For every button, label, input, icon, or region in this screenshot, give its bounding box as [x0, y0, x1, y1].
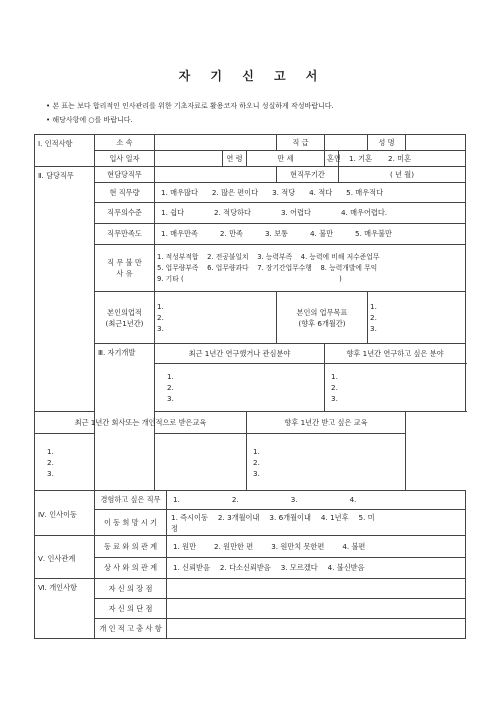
satisfaction-option[interactable]: 2. 만족 [219, 229, 243, 238]
research-recent-field[interactable] [155, 364, 325, 412]
married-option[interactable]: 1. 기혼 [349, 153, 373, 163]
list-number: 2. [370, 313, 377, 322]
duty-period-label: 현직무기간 [277, 167, 339, 183]
dissatisfaction-label-line: 직 무 불 만 [107, 258, 142, 267]
instruction-note: • 해당사항에 ○를 바랍니다. [46, 116, 133, 124]
education-future-header: 향후 1년간 받고 싶은 교육 [247, 412, 406, 434]
duty-period-field[interactable]: ( 년 월) [339, 167, 466, 183]
goal-label [277, 292, 368, 344]
research-future-header: 향후 1년간 연구하고 싶은 분야 [325, 344, 466, 364]
duty-level-options[interactable] [155, 203, 466, 224]
single-option[interactable]: 2. 미혼 [388, 153, 412, 163]
strength-field[interactable] [167, 579, 466, 599]
marriage-label: 혼인 [325, 151, 339, 167]
education-recent-header: 최근 1년간 회사또는 개인적으로 받은교육 [35, 412, 247, 434]
affiliation-label: 소 속 [95, 135, 155, 151]
peer-relation-label: 동 료 와 의 관 계 [95, 536, 167, 558]
grievance-field[interactable] [167, 619, 466, 639]
list-number: 2. [331, 383, 338, 392]
section-transfer: Ⅳ. 인사이동 [35, 491, 95, 536]
boss-relation-option[interactable]: 4. 불신받음 [327, 563, 365, 572]
boss-relation-option[interactable]: 2. 다소신뢰받음 [219, 563, 271, 572]
dissatisfaction-option-line[interactable]: 1. 적성부적합 2. 전공불일치 3. 능력부족 4. 능력에 비해 저수준업무 [157, 252, 380, 261]
name-field[interactable] [406, 135, 466, 151]
transfer-timing-option[interactable]: 1. 즉시이동 [171, 512, 208, 522]
peer-relation-option[interactable]: 4. 불편 [342, 541, 366, 551]
weakness-label: 자 신 의 단 점 [95, 599, 167, 619]
education-recent-field[interactable] [35, 434, 247, 491]
duty-level-option[interactable]: 4. 매우어렵다. [340, 208, 388, 217]
list-number: 1. [253, 446, 260, 456]
age-field[interactable]: 만 세 [247, 151, 325, 167]
workload-option[interactable]: 5. 매우적다 [346, 187, 384, 197]
list-number: 2. [47, 457, 54, 467]
self-report-form [34, 134, 466, 639]
workload-option[interactable]: 1. 매우많다 [161, 187, 198, 197]
section-personal-matters: Ⅵ. 개인사항 [35, 579, 95, 639]
satisfaction-option[interactable]: 5. 매우불만 [355, 229, 392, 238]
research-future-field[interactable] [325, 364, 466, 412]
duty-level-label: 직무의수준 [95, 203, 155, 224]
list-number: 2. [167, 383, 174, 392]
satisfaction-option[interactable]: 1. 매우만족 [161, 229, 198, 238]
transfer-timing-option[interactable]: 3. 6개월이내 [269, 512, 311, 522]
goal-field[interactable] [368, 292, 466, 344]
workload-options[interactable] [155, 183, 466, 203]
list-number: 3. [370, 324, 377, 333]
list-number: 2. [231, 495, 239, 504]
goal-label-line: 본인의 업무목표 [296, 307, 348, 317]
list-number: 2. [157, 313, 164, 322]
satisfaction-option[interactable]: 3. 보통 [264, 229, 288, 238]
section-self-development: Ⅲ. 자기개발 [95, 344, 155, 491]
transfer-timing-option[interactable]: 4. 1년후 [320, 512, 349, 522]
dissatisfaction-option-line[interactable]: 9. 기타 ( ) [157, 274, 342, 283]
affiliation-field[interactable] [155, 135, 277, 151]
satisfaction-label: 직무만족도 [95, 224, 155, 245]
list-number: 1. [157, 302, 164, 311]
dissatisfaction-label-line: 사 유 [116, 269, 133, 278]
section-relations: Ⅴ. 인사관계 [35, 536, 95, 579]
list-number: 3. [331, 394, 338, 403]
current-duty-field[interactable] [155, 167, 277, 183]
strength-label: 자 신 의 장 점 [95, 579, 167, 599]
desired-duty-field[interactable] [167, 491, 466, 510]
list-number: 1. [370, 302, 377, 311]
duty-level-option[interactable]: 3. 어렵다 [280, 208, 311, 217]
transfer-timing-options[interactable] [167, 510, 466, 536]
achievement-field[interactable] [155, 292, 277, 344]
list-number: 4. [349, 495, 357, 504]
workload-option[interactable]: 4. 적다 [309, 187, 333, 197]
join-date-field[interactable] [155, 151, 223, 167]
dissatisfaction-reason-label [95, 245, 155, 292]
research-recent-header: 최근 1년간 연구했거나 관심분야 [155, 344, 325, 364]
achievement-label [95, 292, 155, 344]
transfer-timing-wrap: 정 [171, 523, 178, 533]
list-number: 3. [47, 468, 54, 478]
join-date-label: 입사 일자 [95, 151, 155, 167]
boss-relation-label: 상 사 와 의 관 계 [95, 558, 167, 579]
dissatisfaction-reason-options[interactable] [155, 245, 466, 292]
name-label: 성 명 [368, 135, 406, 151]
list-number: 3. [290, 495, 298, 504]
list-number: 1. [331, 372, 338, 381]
list-number: 1. [47, 446, 54, 456]
goal-label-line: (향후 6개월간) [298, 318, 346, 328]
boss-relation-option[interactable]: 3. 모르겠다 [280, 563, 318, 572]
boss-relation-options[interactable] [167, 558, 466, 579]
transfer-timing-option[interactable]: 5. 미 [358, 512, 375, 522]
peer-relation-option[interactable]: 3. 원만치 못한편 [271, 541, 325, 551]
boss-relation-option[interactable]: 1. 신뢰받음 [173, 563, 210, 572]
page-title: 자 기 신 고 서 [178, 69, 326, 83]
marriage-options[interactable] [339, 151, 466, 167]
weakness-field[interactable] [167, 599, 466, 619]
peer-relation-option[interactable]: 2. 원만한 편 [214, 541, 254, 551]
section-personal-info: Ⅰ. 인적사항 [35, 135, 95, 167]
transfer-timing-option[interactable]: 2. 3개월이내 [217, 512, 260, 522]
duty-level-option[interactable]: 1. 쉽다 [161, 208, 185, 217]
peer-relation-options[interactable] [167, 536, 466, 558]
workload-label: 현 직무량 [95, 183, 155, 203]
grievance-label: 개 인 적 고 충 사 항 [95, 619, 167, 639]
current-duty-label: 현담당직무 [95, 167, 155, 183]
list-number: 3. [167, 394, 174, 403]
rank-label: 직 급 [277, 135, 325, 151]
rank-field[interactable] [325, 135, 368, 151]
age-label: 연 령 [223, 151, 247, 167]
duty-level-option[interactable]: 2. 적당하다 [214, 208, 251, 217]
satisfaction-option[interactable]: 4. 불만 [309, 229, 334, 238]
dissatisfaction-option-line[interactable]: 5. 업무량부족 6. 업무량과다 7. 장기간업무수행 8. 능력개발에 무익 [157, 263, 378, 272]
achievement-label-line: 본인의업적 [107, 307, 142, 317]
achievement-label-line: (최근1년간) [105, 318, 144, 328]
list-number: 1. [167, 372, 174, 381]
list-number: 2. [253, 457, 260, 467]
list-number: 3. [157, 324, 164, 333]
section-duty: Ⅱ. 담당직무 [35, 167, 95, 412]
transfer-timing-label: 이 동 희 망 시 기 [95, 510, 167, 536]
list-number: 1. [173, 495, 180, 504]
peer-relation-option[interactable]: 1. 원만 [173, 541, 197, 551]
workload-option[interactable]: 2. 많은 편이다 [211, 187, 259, 197]
desired-duty-label: 경험하고 싶은 직무 [95, 491, 167, 510]
satisfaction-options[interactable] [155, 224, 466, 245]
instruction-note: • 본 표는 보다 합리적인 인사관리를 위한 기초자료로 활용코자 하오니 성실하게 작성바랍니다. [46, 102, 334, 110]
education-future-field[interactable] [247, 434, 406, 491]
workload-option[interactable]: 3. 적당 [272, 187, 296, 197]
list-number: 3. [253, 468, 260, 478]
